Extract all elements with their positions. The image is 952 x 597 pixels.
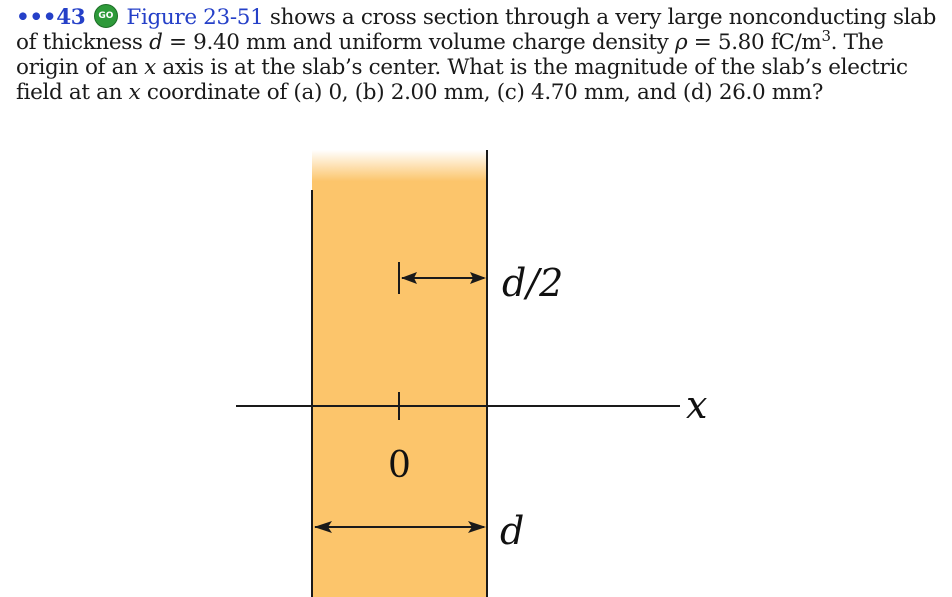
label-half-thickness: d/2 [502,261,564,305]
slab [312,150,487,597]
problem-text-3: = 5.80 fC/m [687,30,822,55]
problem-text-4: . The origin of an [16,30,884,80]
var-d: d [149,30,163,55]
label-x-axis: x [686,383,708,427]
var-x-2: x [128,80,141,105]
var-rho: ρ [674,30,688,55]
label-origin: 0 [388,445,411,486]
problem-text-2: = 9.40 mm and uniform volume charge density [162,30,675,55]
exponent-3: 3 [821,26,831,45]
label-full-thickness: d [500,509,525,553]
go-tutorial-icon[interactable]: GO [94,4,118,28]
problem-text-1: shows a cross section through a very large nonconducting slab of thickness [16,5,937,55]
problem-text-5: axis is at the slab’s center. What is the magnitude of the slab’s electric field at an [16,55,908,105]
figure-reference-link[interactable]: Figure 23-51 [126,5,264,30]
problem-number: •••43 [16,5,86,30]
var-x: x [144,55,156,80]
problem-text-6: coordinate of (a) 0, (b) 2.00 mm, (c) 4.70 mm, and (d) 26.0 mm? [140,80,824,105]
